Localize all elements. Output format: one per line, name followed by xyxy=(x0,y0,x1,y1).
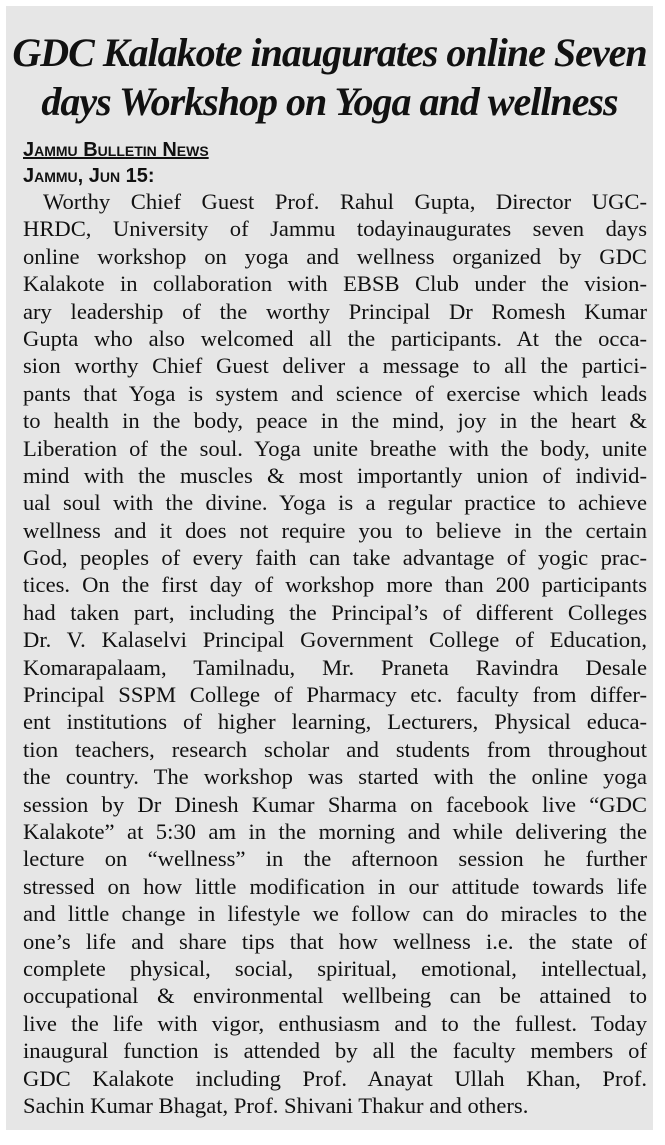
article-body-line: God, peoples of every faith can take advantage of yogic prac- xyxy=(23,545,647,571)
article-body-line: lecture on “wellness” in the afternoon session he further xyxy=(23,846,647,872)
article-body-line: Principal SSPM College of Pharmacy etc. faculty from differ- xyxy=(23,682,647,708)
article-body-line: and little change in lifestyle we follow can do miracles to the xyxy=(23,901,647,927)
article-body-line: one’s life and share tips that how wellness i.e. the state of xyxy=(23,928,647,954)
article-body-line: Sachin Kumar Bhagat, Prof. Shivani Thakur and others. xyxy=(23,1092,529,1118)
headline xyxy=(6,6,653,126)
article-body-line: occupational & environmental wellbeing can be attained to xyxy=(23,983,647,1009)
dateline: Jammu, Jun 15: xyxy=(23,165,155,187)
headline-line-1: GDC Kalakote inaugurates online Seven xyxy=(12,30,647,75)
article-body-line: Dr. V. Kalaselvi Principal Government College of Education, xyxy=(23,627,647,653)
article-body-line: inaugural function is attended by all the faculty members of xyxy=(23,1038,647,1064)
article-body-line: Komarapalaam, Tamilnadu, Mr. Praneta Ravindra Desale xyxy=(23,654,647,680)
article-body-line: pants that Yoga is system and science of exercise which leads xyxy=(23,380,647,406)
article-body-line: Gupta who also welcomed all the participants. At the occa- xyxy=(23,325,647,351)
article-body-line: tion teachers, research scholar and students from throughout xyxy=(23,736,647,762)
article-body-line: complete physical, social, spiritual, emotional, intellectual, xyxy=(23,955,647,981)
article-body xyxy=(23,188,647,1119)
article-body-line: Worthy Chief Guest Prof. Rahul Gupta, Director UGC- xyxy=(43,189,647,214)
article-body-line: ary leadership of the worthy Principal Dr Romesh Kumar xyxy=(23,298,647,324)
article-body-line: Kalakote in collaboration with EBSB Club under the vision- xyxy=(23,271,647,297)
article-body-line: HRDC, University of Jammu todayinaugurates seven days xyxy=(23,216,647,242)
article-body-line: had taken part, including the Principal’s of different Colleges xyxy=(23,599,647,625)
article-body-line: to health in the body, peace in the mind, joy in the heart & xyxy=(23,408,647,434)
article-body-line: wellness and it does not require you to believe in the certain xyxy=(23,517,647,543)
article-body-line: stressed on how little modification in our attitude towards life xyxy=(23,873,647,899)
article-body-line: session by Dr Dinesh Kumar Sharma on facebook live “GDC xyxy=(23,791,647,817)
article-body-line: Kalakote” at 5:30 am in the morning and while delivering the xyxy=(23,818,647,844)
article-body-line: live the life with vigor, enthusiasm and to the fullest. Today xyxy=(23,1010,647,1036)
article-body-line: mind with the muscles & most importantly union of individ- xyxy=(23,462,647,488)
article-body-line: sion worthy Chief Guest deliver a message to all the partici- xyxy=(23,353,647,379)
article-body-line: ent institutions of higher learning, Lecturers, Physical educa- xyxy=(23,709,647,735)
article-body-line: GDC Kalakote including Prof. Anayat Ullah Khan, Prof. xyxy=(23,1065,647,1091)
article-body-line: tices. On the first day of workshop more than 200 participants xyxy=(23,572,647,598)
news-clipping xyxy=(6,6,653,1130)
article-body-line: the country. The workshop was started with the online yoga xyxy=(23,764,647,790)
byline: Jammu Bulletin News xyxy=(23,139,209,161)
article-body-line: ual soul with the divine. Yoga is a regular practice to achieve xyxy=(23,490,647,516)
article-body-line: online workshop on yoga and wellness organized by GDC xyxy=(23,243,647,269)
article-body-line: Liberation of the soul. Yoga unite breathe with the body, unite xyxy=(23,435,647,461)
headline-line-2: days Workshop on Yoga and wellness xyxy=(41,79,618,124)
